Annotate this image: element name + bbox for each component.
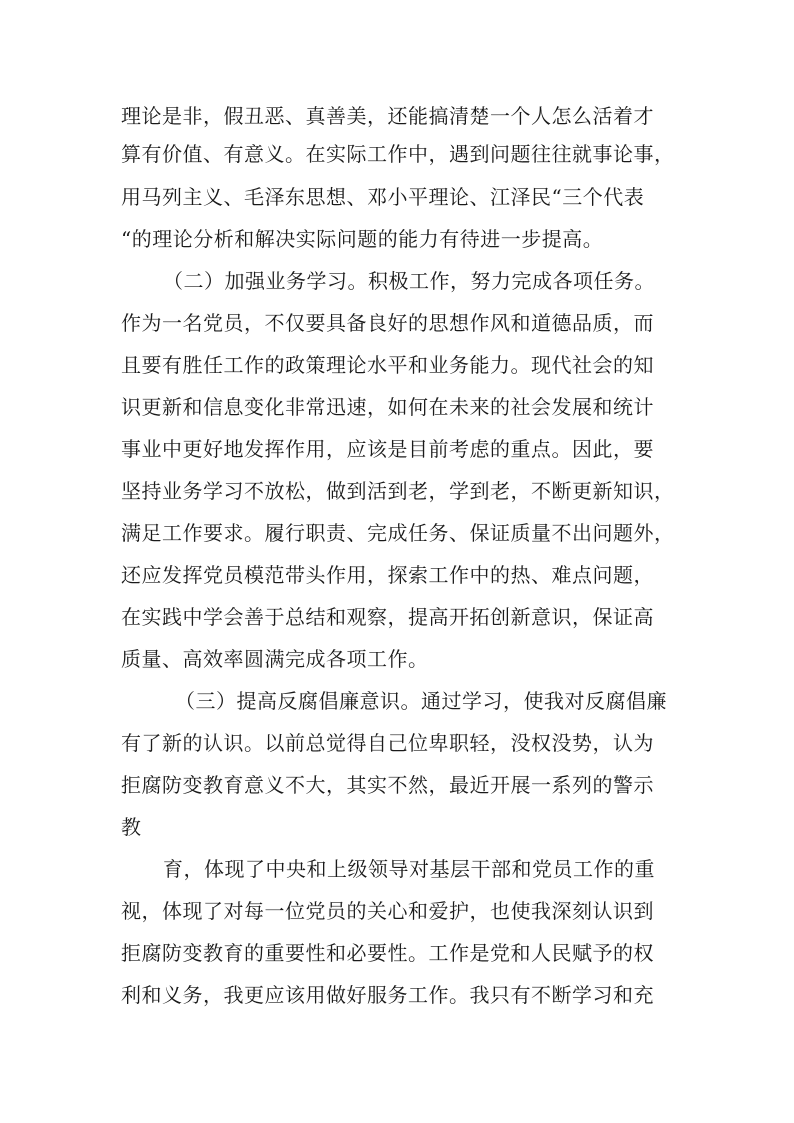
text-line: 在实践中学会善于总结和观察，提高开拓创新意识，保证高 <box>121 605 654 629</box>
text-line: 理论是非，假丑恶、真善美，还能搞清楚一个人怎么活着才 <box>121 104 654 128</box>
text-line: 拒腐防变教育的重要性和必要性。工作是党和人民赋予的权 <box>121 941 654 965</box>
text-line: 事业中更好地发挥作用，应该是目前考虑的重点。因此，要 <box>121 437 654 461</box>
text-line: 育，体现了中央和上级领导对基层干部和党员工作的重 <box>163 857 655 881</box>
text-line: 教 <box>121 815 142 839</box>
text-line: 拒腐防变教育意义不大，其实不然，最近开展一系列的警示 <box>121 773 654 797</box>
text-line: 识更新和信息变化非常迅速，如何在未来的社会发展和统计 <box>121 395 654 419</box>
text-line: 且要有胜任工作的政策理论水平和业务能力。现代社会的知 <box>121 353 654 377</box>
text-line: 还应发挥党员模范带头作用，探索工作中的热、难点问题， <box>121 563 654 587</box>
text-line: “的理论分析和解决实际问题的能力有待进一步提高。 <box>121 227 604 251</box>
text-line: 满足工作要求。履行职责、完成任务、保证质量不出问题外， <box>121 521 675 545</box>
text-line: 作为一名党员，不仅要具备良好的思想作风和道德品质，而 <box>121 311 654 335</box>
text-line: 视，体现了对每一位党员的关心和爱护，也使我深刻认识到 <box>121 899 654 923</box>
text-line: 质量、高效率圆满完成各项工作。 <box>121 647 429 671</box>
text-line: 利和义务，我更应该用做好服务工作。我只有不断学习和充 <box>121 983 654 1007</box>
text-line: 用马列主义、毛泽东思想、邓小平理论、江泽民“三个代表 <box>121 185 645 209</box>
text-line: 有了新的认识。以前总觉得自己位卑职轻，没权没势，认为 <box>121 731 654 755</box>
text-line: 坚持业务学习不放松，做到活到老，学到老，不断更新知识， <box>121 479 675 503</box>
text-line: 算有价值、有意义。在实际工作中，遇到问题往往就事论事， <box>121 142 675 166</box>
section-heading-2: （二）加强业务学习。积极工作，努力完成各项任务。 <box>163 269 655 293</box>
section-heading-3: （三）提高反腐倡廉意识。通过学习，使我对反腐倡廉 <box>175 689 667 713</box>
